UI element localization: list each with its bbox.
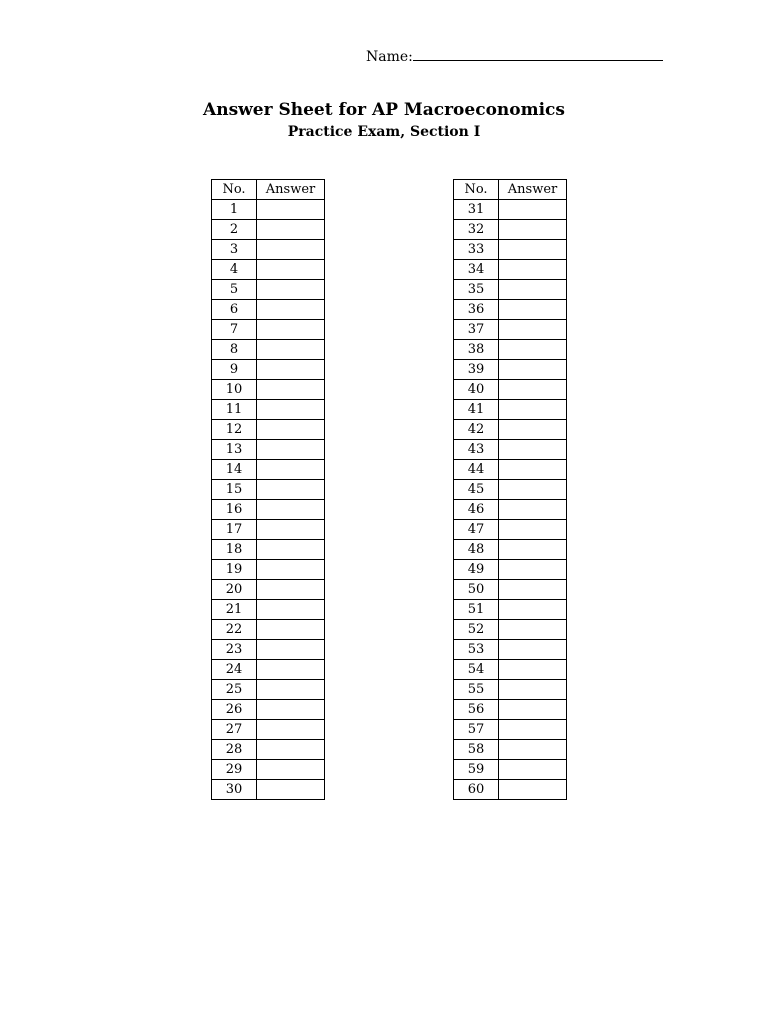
- table-row: [454, 300, 567, 320]
- table-row: [212, 260, 325, 280]
- table-header-row: [454, 180, 567, 200]
- table-row: [212, 700, 325, 720]
- question-number: 56: [454, 700, 499, 720]
- answer-cell[interactable]: [499, 420, 567, 440]
- table-row: [454, 560, 567, 580]
- answer-cell[interactable]: [257, 440, 325, 460]
- table-row: [454, 580, 567, 600]
- answer-cell[interactable]: [499, 660, 567, 680]
- question-number: 50: [454, 580, 499, 600]
- answer-cell[interactable]: [257, 480, 325, 500]
- table-row: [212, 640, 325, 660]
- question-number: 32: [454, 220, 499, 240]
- question-number: 40: [454, 380, 499, 400]
- table-row: [454, 780, 567, 800]
- question-number: 38: [454, 340, 499, 360]
- answer-cell[interactable]: [257, 260, 325, 280]
- answer-cell[interactable]: [257, 660, 325, 680]
- answer-cell[interactable]: [257, 700, 325, 720]
- table-row: [212, 480, 325, 500]
- name-blank[interactable]: [413, 46, 663, 61]
- table-row: [454, 500, 567, 520]
- answer-cell[interactable]: [499, 640, 567, 660]
- table-row: [454, 760, 567, 780]
- question-number: 47: [454, 520, 499, 540]
- answer-cell[interactable]: [257, 620, 325, 640]
- answer-cell[interactable]: [499, 540, 567, 560]
- answer-cell[interactable]: [257, 580, 325, 600]
- table-row: [212, 560, 325, 580]
- name-field-line: [366, 46, 663, 65]
- question-number: 43: [454, 440, 499, 460]
- question-number: 59: [454, 760, 499, 780]
- table-row: [454, 660, 567, 680]
- question-number: 51: [454, 600, 499, 620]
- table-row: [454, 460, 567, 480]
- table-row: [454, 540, 567, 560]
- table-row: [454, 640, 567, 660]
- question-number: 9: [212, 360, 257, 380]
- answer-table-left: [211, 179, 325, 800]
- table-row: [454, 360, 567, 380]
- answer-cell[interactable]: [257, 720, 325, 740]
- table-row: [212, 600, 325, 620]
- table-row: [212, 440, 325, 460]
- answer-cell[interactable]: [257, 420, 325, 440]
- table-row: [454, 400, 567, 420]
- table-row: [454, 260, 567, 280]
- answer-cell[interactable]: [499, 280, 567, 300]
- question-number: 27: [212, 720, 257, 740]
- table-row: [454, 240, 567, 260]
- table-row: [212, 680, 325, 700]
- table-row: [212, 420, 325, 440]
- answer-cell[interactable]: [499, 700, 567, 720]
- table-row: [212, 360, 325, 380]
- answer-cell[interactable]: [499, 620, 567, 640]
- table-row: [212, 660, 325, 680]
- question-number: 36: [454, 300, 499, 320]
- table-row: [454, 340, 567, 360]
- table-row: [212, 300, 325, 320]
- table-row: [454, 700, 567, 720]
- table-row: [212, 540, 325, 560]
- answer-cell[interactable]: [499, 460, 567, 480]
- question-number: 7: [212, 320, 257, 340]
- answer-cell[interactable]: [257, 300, 325, 320]
- name-label: Name:: [366, 49, 413, 65]
- answer-cell[interactable]: [257, 220, 325, 240]
- table-row: [212, 580, 325, 600]
- question-number: 24: [212, 660, 257, 680]
- answer-cell[interactable]: [499, 340, 567, 360]
- answer-cell[interactable]: [499, 440, 567, 460]
- table-row: [212, 220, 325, 240]
- answer-cell[interactable]: [499, 400, 567, 420]
- answer-cell[interactable]: [257, 280, 325, 300]
- answer-cell[interactable]: [257, 540, 325, 560]
- answer-cell[interactable]: [499, 760, 567, 780]
- question-number: 4: [212, 260, 257, 280]
- question-number: 25: [212, 680, 257, 700]
- answer-cell[interactable]: [499, 720, 567, 740]
- question-number: 41: [454, 400, 499, 420]
- question-number: 3: [212, 240, 257, 260]
- answer-cell[interactable]: [499, 220, 567, 240]
- table-row: [212, 380, 325, 400]
- table-row: [454, 620, 567, 640]
- question-number: 46: [454, 500, 499, 520]
- question-number: 48: [454, 540, 499, 560]
- question-number: 31: [454, 200, 499, 220]
- answer-cell[interactable]: [257, 200, 325, 220]
- answer-cell[interactable]: [257, 740, 325, 760]
- question-number: 37: [454, 320, 499, 340]
- table-row: [454, 200, 567, 220]
- header-answer: Answer: [499, 180, 567, 200]
- question-number: 39: [454, 360, 499, 380]
- answer-cell[interactable]: [257, 340, 325, 360]
- answer-cell[interactable]: [257, 520, 325, 540]
- answer-cell[interactable]: [499, 560, 567, 580]
- answer-table-right: [453, 179, 567, 800]
- question-number: 42: [454, 420, 499, 440]
- header-no: No.: [212, 180, 257, 200]
- table-row: [212, 720, 325, 740]
- answer-cell[interactable]: [499, 320, 567, 340]
- answer-cell[interactable]: [499, 740, 567, 760]
- answer-cell[interactable]: [257, 500, 325, 520]
- header-answer: Answer: [257, 180, 325, 200]
- table-row: [454, 480, 567, 500]
- question-number: 52: [454, 620, 499, 640]
- question-number: 28: [212, 740, 257, 760]
- question-number: 12: [212, 420, 257, 440]
- answer-cell[interactable]: [499, 480, 567, 500]
- question-number: 22: [212, 620, 257, 640]
- question-number: 54: [454, 660, 499, 680]
- question-number: 17: [212, 520, 257, 540]
- table-row: [212, 500, 325, 520]
- answer-cell[interactable]: [257, 380, 325, 400]
- table-row: [454, 740, 567, 760]
- table-row: [212, 340, 325, 360]
- table-row: [454, 680, 567, 700]
- answer-cell[interactable]: [499, 380, 567, 400]
- table-row: [212, 780, 325, 800]
- question-number: 15: [212, 480, 257, 500]
- table-row: [212, 520, 325, 540]
- table-row: [454, 320, 567, 340]
- table-row: [454, 280, 567, 300]
- question-number: 20: [212, 580, 257, 600]
- table-row: [212, 280, 325, 300]
- page-title: Answer Sheet for AP Macroeconomics: [203, 100, 565, 120]
- answer-cell[interactable]: [257, 640, 325, 660]
- question-number: 60: [454, 780, 499, 800]
- answer-cell[interactable]: [499, 200, 567, 220]
- question-number: 35: [454, 280, 499, 300]
- table-row: [454, 220, 567, 240]
- answer-cell[interactable]: [499, 360, 567, 380]
- question-number: 58: [454, 740, 499, 760]
- answer-cell[interactable]: [499, 260, 567, 280]
- question-number: 11: [212, 400, 257, 420]
- table-row: [454, 440, 567, 460]
- answer-cell[interactable]: [257, 240, 325, 260]
- answer-cell[interactable]: [257, 560, 325, 580]
- answer-cell[interactable]: [499, 240, 567, 260]
- answer-cell[interactable]: [257, 780, 325, 800]
- table-row: [212, 760, 325, 780]
- question-number: 13: [212, 440, 257, 460]
- question-number: 44: [454, 460, 499, 480]
- answer-cell[interactable]: [499, 580, 567, 600]
- table-row: [212, 240, 325, 260]
- table-row: [212, 460, 325, 480]
- question-number: 23: [212, 640, 257, 660]
- answer-cell[interactable]: [257, 460, 325, 480]
- question-number: 26: [212, 700, 257, 720]
- table-row: [454, 720, 567, 740]
- answer-cell[interactable]: [257, 320, 325, 340]
- question-number: 1: [212, 200, 257, 220]
- question-number: 14: [212, 460, 257, 480]
- answer-cell[interactable]: [257, 600, 325, 620]
- table-row: [454, 520, 567, 540]
- question-number: 2: [212, 220, 257, 240]
- answer-cell[interactable]: [499, 780, 567, 800]
- question-number: 18: [212, 540, 257, 560]
- question-number: 30: [212, 780, 257, 800]
- page-subtitle: Practice Exam, Section I: [287, 124, 481, 140]
- question-number: 34: [454, 260, 499, 280]
- answer-cell[interactable]: [257, 360, 325, 380]
- question-number: 45: [454, 480, 499, 500]
- question-number: 21: [212, 600, 257, 620]
- table-header-row: [212, 180, 325, 200]
- table-row: [212, 200, 325, 220]
- table-row: [212, 320, 325, 340]
- answer-cell[interactable]: [499, 680, 567, 700]
- question-number: 5: [212, 280, 257, 300]
- question-number: 19: [212, 560, 257, 580]
- table-row: [454, 600, 567, 620]
- question-number: 29: [212, 760, 257, 780]
- header-no: No.: [454, 180, 499, 200]
- question-number: 6: [212, 300, 257, 320]
- question-number: 53: [454, 640, 499, 660]
- table-row: [212, 740, 325, 760]
- question-number: 16: [212, 500, 257, 520]
- answer-cell[interactable]: [257, 680, 325, 700]
- question-number: 33: [454, 240, 499, 260]
- answer-cell[interactable]: [499, 300, 567, 320]
- question-number: 8: [212, 340, 257, 360]
- table-row: [212, 620, 325, 640]
- answer-cell[interactable]: [499, 500, 567, 520]
- table-row: [454, 420, 567, 440]
- table-row: [212, 400, 325, 420]
- question-number: 49: [454, 560, 499, 580]
- question-number: 10: [212, 380, 257, 400]
- table-row: [454, 380, 567, 400]
- answer-cell[interactable]: [257, 760, 325, 780]
- question-number: 57: [454, 720, 499, 740]
- answer-cell[interactable]: [499, 600, 567, 620]
- answer-cell[interactable]: [257, 400, 325, 420]
- answer-cell[interactable]: [499, 520, 567, 540]
- question-number: 55: [454, 680, 499, 700]
